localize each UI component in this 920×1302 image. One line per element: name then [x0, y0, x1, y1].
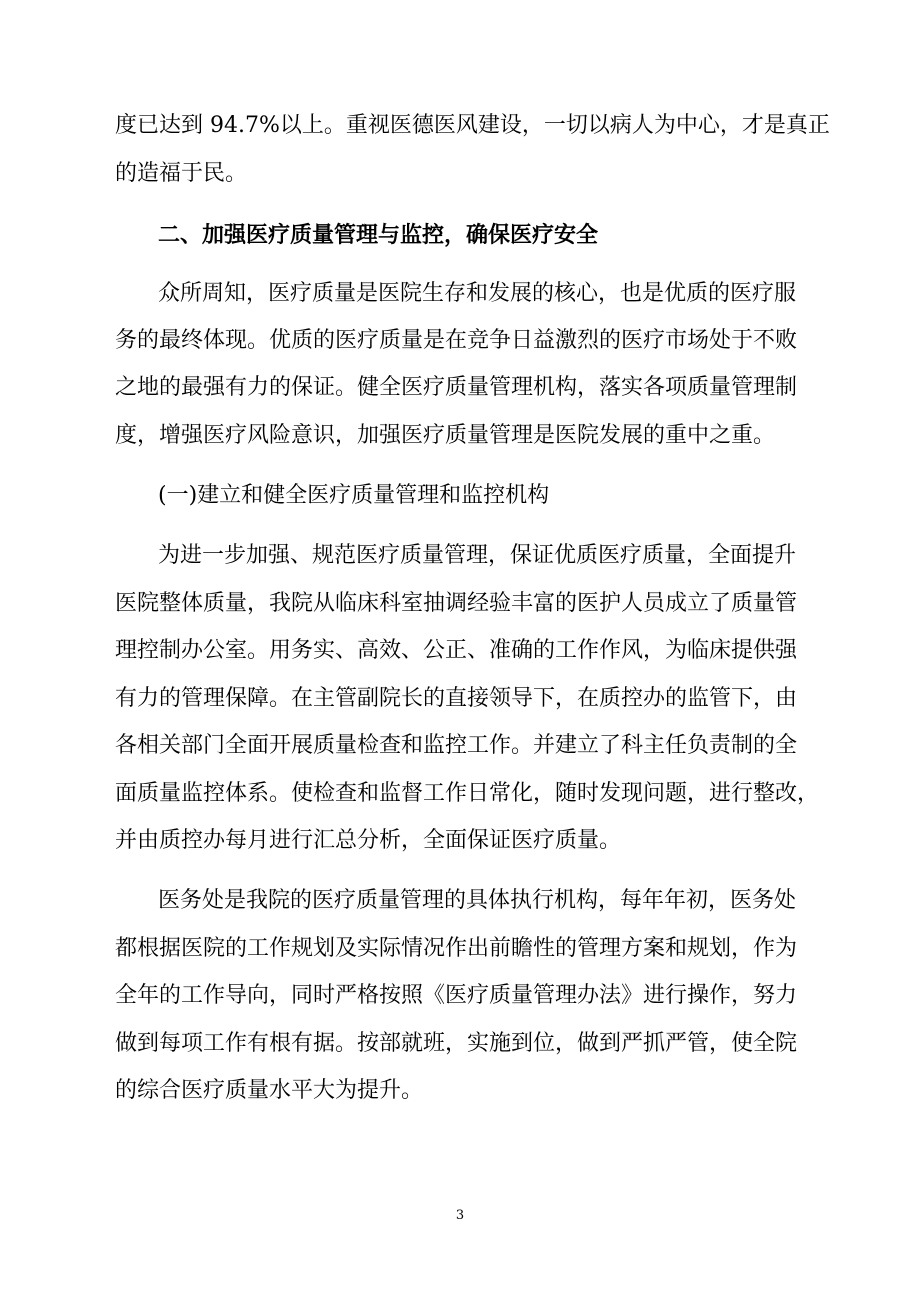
paragraph-line: 有力的管理保障。在主管副院长的直接领导下，在质控办的监管下，由 [115, 686, 798, 711]
paragraph-line: 众所周知，医疗质量是医院生存和发展的核心，也是优质的医疗服 [158, 281, 797, 306]
paragraph-line: 医务处是我院的医疗质量管理的具体执行机构，每年年初，医务处 [158, 888, 797, 913]
paragraph-line: 各相关部门全面开展质量检查和监控工作。并建立了科主任负责制的全 [115, 733, 798, 758]
paragraph-line: 医院整体质量，我院从临床科室抽调经验丰富的医护人员成立了质量管 [115, 591, 798, 616]
paragraph-line: 度已达到 94.7%以上。重视医德医风建设，一切以病人为中心，才是真正 [115, 113, 830, 138]
page-number: 3 [455, 1208, 465, 1223]
paragraph-line: 为进一步加强、规范医疗质量管理，保证优质医疗质量，全面提升 [158, 543, 797, 568]
section-heading: 二、加强医疗质量管理与监控，确保医疗安全 [158, 222, 599, 248]
paragraph-line: 度，增强医疗风险意识，加强医疗质量管理是医院发展的重中之重。 [115, 423, 776, 448]
paragraph-line: 全年的工作导向，同时严格按照《医疗质量管理办法》进行操作，努力 [115, 983, 798, 1008]
paragraph-line: 的综合医疗质量水平大为提升。 [115, 1078, 424, 1103]
paragraph-line: 面质量监控体系。使检查和监督工作日常化，随时发现问题，进行整改， [115, 781, 820, 806]
paragraph-line: 务的最终体现。优质的医疗质量是在竞争日益激烈的医疗市场处于不败 [115, 328, 798, 353]
paragraph-line: 之地的最强有力的保证。健全医疗质量管理机构，落实各项质量管理制 [115, 375, 798, 400]
paragraph-line: 做到每项工作有根有据。按部就班，实施到位，做到严抓严管，使全院 [115, 1031, 798, 1056]
paragraph-line: 都根据医院的工作规划及实际情况作出前瞻性的管理方案和规划，作为 [115, 936, 798, 961]
paragraph-line: 并由质控办每月进行汇总分析，全面保证医疗质量。 [115, 828, 622, 853]
paragraph-line: 理控制办公室。用务实、高效、公正、准确的工作作风，为临床提供强 [115, 638, 798, 663]
subsection-heading: (一)建立和健全医疗质量管理和监控机构 [158, 483, 550, 508]
paragraph-line: 的造福于民。 [115, 161, 248, 186]
